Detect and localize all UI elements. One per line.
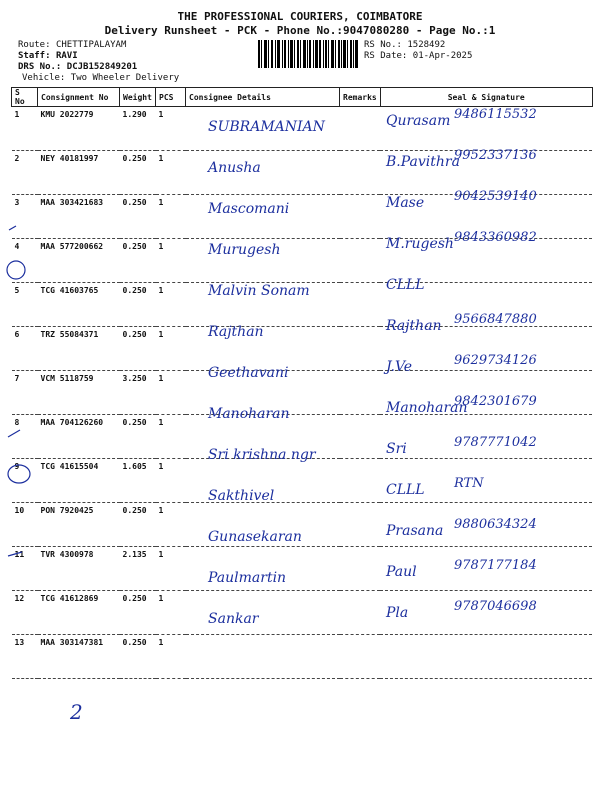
table-row [12, 459, 593, 503]
drs-label: DRS No.: [18, 62, 62, 72]
route-value: CHETTIPALAYAM [55, 40, 127, 50]
row-pcs: 1 [156, 371, 186, 415]
col-pcs: PCS [156, 88, 186, 107]
table-row [12, 635, 593, 679]
row-sno: 4 [12, 239, 38, 283]
phone-handwritten: 9952337136 [454, 148, 537, 163]
row-sno: 7 [12, 371, 38, 415]
row-weight: 0.250 [120, 195, 156, 239]
col-sno: S No [12, 88, 38, 107]
row-consignment-no: TCG 41615504 [38, 459, 120, 503]
signature-handwritten: B.Pavithra [386, 154, 460, 170]
phone-handwritten: 9629734126 [454, 353, 537, 368]
phone-handwritten: 9787046698 [454, 599, 537, 614]
rs-no-line [364, 40, 445, 51]
row-remarks-cell [340, 371, 381, 415]
consignee-handwritten: Paulmartin [208, 570, 287, 586]
row-sno: 9 [12, 459, 38, 503]
phone-handwritten: 9787771042 [454, 435, 537, 450]
row-consignment-no: MAA 303147381 [38, 635, 120, 679]
row-weight: 1.290 [120, 107, 156, 151]
page-mark: 2 [70, 700, 83, 724]
row-signature-cell [380, 635, 592, 679]
signature-handwritten: Manoharan [386, 400, 468, 416]
row-pcs: 1 [156, 327, 186, 371]
row-pcs: 1 [156, 107, 186, 151]
row-remarks-cell [340, 239, 381, 283]
row-sno: 12 [12, 591, 38, 635]
phone-handwritten: 9843360982 [454, 230, 537, 245]
row-pcs: 1 [156, 547, 186, 591]
table-header-row [12, 88, 593, 107]
row-weight: 0.250 [120, 327, 156, 371]
row-consignment-no: PON 7920425 [38, 503, 120, 547]
row-remarks-cell [340, 327, 381, 371]
row-sno: 3 [12, 195, 38, 239]
row-consignment-no: MAA 704126260 [38, 415, 120, 459]
consignee-handwritten: Malvin Sonam [208, 283, 310, 299]
consignee-handwritten: Sakthivel [208, 488, 275, 504]
row-remarks-cell [340, 283, 381, 327]
signature-handwritten: Pla [386, 605, 409, 621]
consignee-handwritten: Geethavani [208, 365, 289, 381]
consignee-handwritten: Sri krishna ngr [208, 447, 316, 463]
signature-handwritten: Prasana [386, 523, 444, 539]
signature-handwritten: Rajthan [386, 318, 442, 334]
row-pcs: 1 [156, 283, 186, 327]
row-weight: 2.135 [120, 547, 156, 591]
row-sno: 13 [12, 635, 38, 679]
consignee-handwritten: Gunasekaran [208, 529, 302, 545]
row-pcs: 1 [156, 195, 186, 239]
row-sno: 1 [12, 107, 38, 151]
drs-value: DCJB152849201 [66, 62, 138, 72]
route-line [18, 40, 126, 51]
signature-handwritten: Mase [386, 195, 425, 211]
row-sno: 10 [12, 503, 38, 547]
signature-handwritten: Sri [386, 441, 407, 457]
row-sno: 2 [12, 151, 38, 195]
row-weight: 0.250 [120, 239, 156, 283]
phone-handwritten: 9486115532 [454, 107, 537, 122]
row-consignment-no: TCG 41603765 [38, 283, 120, 327]
row-weight: 0.250 [120, 503, 156, 547]
row-consignment-no: MAA 303421683 [38, 195, 120, 239]
consignee-handwritten: Manoharan [208, 406, 290, 422]
row-pcs: 1 [156, 591, 186, 635]
runsheet-subtitle: Delivery Runsheet - PCK - Phone No.:9047080280 - Page No.:1 [104, 24, 496, 37]
row-remarks-cell [340, 591, 381, 635]
rs-no-label: RS No.: [364, 40, 402, 50]
rs-date-label: RS Date: [364, 51, 408, 61]
col-weight: Weight [120, 88, 156, 107]
phone-handwritten: 9787177184 [454, 558, 537, 573]
row-remarks-cell [340, 151, 381, 195]
row-weight: 0.250 [120, 415, 156, 459]
consignee-handwritten: Murugesh [208, 242, 281, 258]
row-remarks-cell [340, 107, 381, 151]
row-weight: 0.250 [120, 635, 156, 679]
row-sno: 8 [12, 415, 38, 459]
col-consignee: Consignee Details [186, 88, 340, 107]
vehicle-value: Two Wheeler Delivery [70, 73, 180, 83]
row-weight: 0.250 [120, 591, 156, 635]
staff-line [18, 51, 78, 62]
row-pcs: 1 [156, 459, 186, 503]
col-consignment: Consignment No [38, 88, 120, 107]
row-weight: 0.250 [120, 151, 156, 195]
rs-date-value: 01-Apr-2025 [412, 51, 473, 61]
row-consignment-no: NEY 40181997 [38, 151, 120, 195]
row-remarks-cell [340, 547, 381, 591]
row-consignment-no: TVR 4300978 [38, 547, 120, 591]
consignee-handwritten: SUBRAMANIAN [208, 119, 325, 135]
row-consignment-no: TCG 41612869 [38, 591, 120, 635]
phone-handwritten: 9880634324 [454, 517, 537, 532]
row-consignment-no: MAA 577200662 [38, 239, 120, 283]
col-remarks: Remarks [340, 88, 381, 107]
signature-handwritten: CLLL [386, 277, 425, 293]
row-pcs: 1 [156, 151, 186, 195]
staff-label: Staff: [18, 51, 51, 61]
row-consignee-cell [186, 635, 340, 679]
row-remarks-cell [340, 415, 381, 459]
barcode-graphic [258, 40, 358, 68]
row-sno: 11 [12, 547, 38, 591]
row-remarks-cell [340, 503, 381, 547]
phone-handwritten: 9042539140 [454, 189, 537, 204]
signature-handwritten: CLLL [386, 482, 425, 498]
drs-line [18, 62, 137, 73]
row-weight: 1.605 [120, 459, 156, 503]
signature-handwritten: Paul [386, 564, 417, 580]
consignee-handwritten: Sankar [208, 611, 259, 627]
consignee-handwritten: Rajthan [208, 324, 264, 340]
row-pcs: 1 [156, 503, 186, 547]
row-weight: 0.250 [120, 283, 156, 327]
rs-date-line [364, 51, 472, 62]
row-pcs: 1 [156, 415, 186, 459]
phone-handwritten: 9842301679 [454, 394, 537, 409]
rs-no-value: 1528492 [407, 40, 446, 50]
signature-handwritten: J.Ve [386, 359, 413, 375]
staff-value: RAVI [55, 51, 78, 61]
consignee-handwritten: Anusha [208, 160, 261, 176]
row-remarks-cell [340, 635, 381, 679]
row-sno: 6 [12, 327, 38, 371]
phone-handwritten: RTN [454, 476, 484, 491]
row-remarks-cell [340, 195, 381, 239]
signature-handwritten: Qurasam [386, 113, 451, 129]
company-title: THE PROFESSIONAL COURIERS, COIMBATORE [177, 10, 423, 23]
row-sno: 5 [12, 283, 38, 327]
row-consignment-no: KMU 2022779 [38, 107, 120, 151]
table-row [12, 239, 593, 283]
row-weight: 3.250 [120, 371, 156, 415]
consignee-handwritten: Mascomani [208, 201, 290, 217]
row-remarks-cell [340, 459, 381, 503]
phone-handwritten: 9566847880 [454, 312, 537, 327]
row-consignment-no: VCM 5118759 [38, 371, 120, 415]
signature-handwritten: M.rugesh [386, 236, 454, 252]
row-pcs: 1 [156, 239, 186, 283]
vehicle-label: Vehicle: [22, 73, 66, 83]
route-label: Route: [18, 40, 51, 50]
row-consignment-no: TRZ 55084371 [38, 327, 120, 371]
vehicle-line [22, 73, 179, 84]
row-pcs: 1 [156, 635, 186, 679]
col-signature: Seal & Signature [380, 88, 592, 107]
runsheet-table [11, 87, 593, 679]
